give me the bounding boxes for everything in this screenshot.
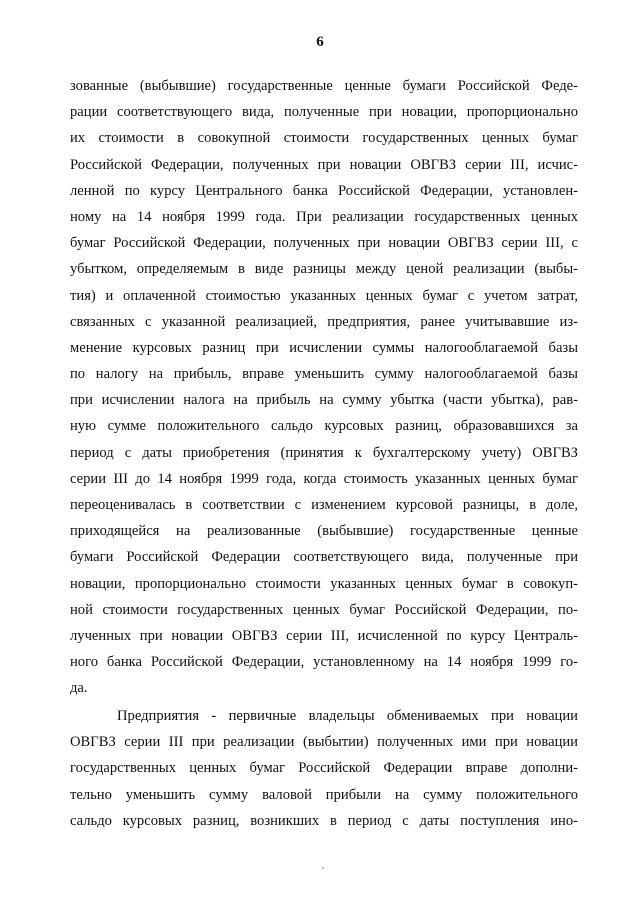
text-line: их стоимости в совокупной стоимости государственных ценных бумаг [70, 130, 578, 147]
text-line: ного банка Российской Федерации, установленному на 14 ноября 1999 го- [70, 654, 578, 671]
text-line: убытком, определяемым в виде разницы между ценой реализации (выбы- [70, 261, 578, 278]
text-line: тия) и оплаченной стоимостью указанных ценных бумаг с учетом затрат, [70, 287, 578, 304]
text-line: ную сумме положительного сальдо курсовых разниц, образовавшихся за [70, 418, 578, 435]
text-line: по налогу на прибыль, вправе уменьшить сумму налогооблагаемой базы [70, 366, 578, 383]
text-line: ОВГВЗ серии III при реализации (выбытии) полученных ими при новации [70, 734, 578, 751]
text-line: тельно уменьшить сумму валовой прибыли на сумму положительного [70, 786, 578, 803]
text-line: ной стоимости государственных ценных бумаг Российской Федерации, по- [70, 601, 578, 618]
text-line: серии III до 14 ноября 1999 года, когда стоимость указанных ценных бумаг [70, 470, 578, 487]
text-line: да. [70, 680, 88, 697]
text-line: лученных при новации ОВГВЗ серии III, исчисленной по курсу Централь- [70, 627, 578, 644]
text-line: сальдо курсовых разниц, возникших в период с даты поступления ино- [70, 812, 578, 829]
text-line: период с даты приобретения (принятия к бухгалтерскому учету) ОВГВЗ [70, 444, 578, 461]
text-line: рации соответствующего вида, полученные при новации, пропорционально [70, 104, 578, 121]
text-line: при исчислении налога на прибыль на сумму убытка (части убытка), рав- [70, 392, 578, 409]
text-line: менение курсовых разниц при исчислении суммы налогооблагаемой базы [70, 339, 578, 356]
text-line: новации, пропорционально стоимости указанных ценных бумаг в совокуп- [70, 575, 578, 592]
paragraph-2 [70, 703, 578, 834]
text-line: государственных ценных бумаг Российской Федерации вправе дополни- [70, 760, 578, 777]
text-line: связанных с указанной реализацией, предприятия, ранее учитывавшие из- [70, 313, 578, 330]
text-line: Российской Федерации, полученных при новации ОВГВЗ серии III, исчис- [70, 156, 578, 173]
text-line: Предприятия - первичные владельцы обмениваемых при новации [117, 708, 578, 724]
paragraph-1 [70, 73, 578, 702]
text-line: приходящейся на реализованные (выбывшие) государственные ценные [70, 523, 578, 540]
text-line: бумаги Российской Федерации соответствующего вида, полученные при [70, 549, 578, 566]
text-line: ному на 14 ноября 1999 года. При реализации государственных ценных [70, 208, 578, 225]
page-number: 6 [316, 34, 324, 50]
text-line: ленной по курсу Центрального банка Российской Федерации, установлен- [70, 182, 578, 199]
text-line: переоценивалась в соответствии с изменением курсовой разницы, в доле, [70, 497, 578, 513]
text-line: зованные (выбывшие) государственные ценные бумаги Российской Феде- [70, 78, 578, 94]
scan-speck [322, 867, 324, 869]
text-line: бумаг Российской Федерации, полученных при новации ОВГВЗ серии III, с [70, 235, 578, 252]
